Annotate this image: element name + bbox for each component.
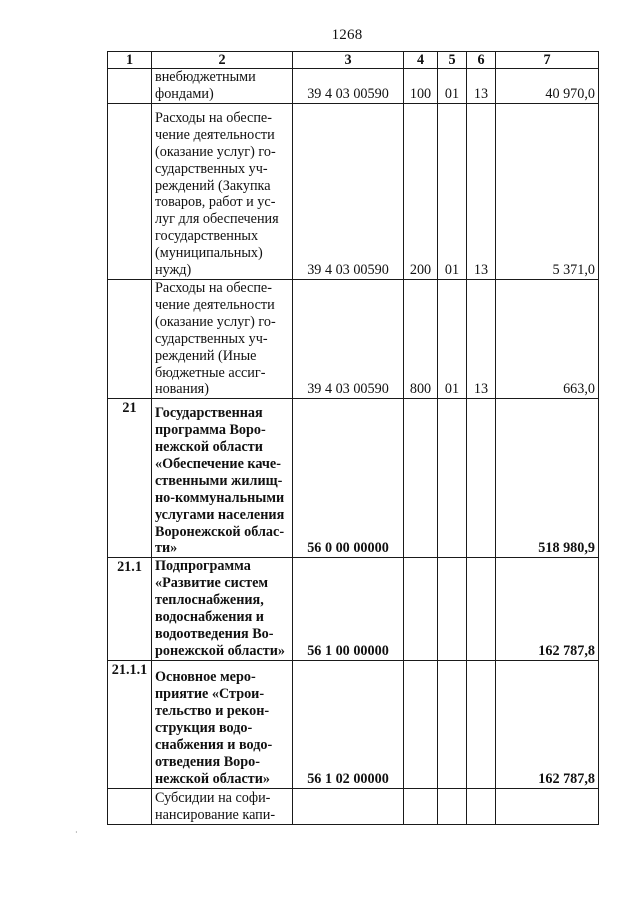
- table-row: [108, 558, 599, 660]
- item-name-line: теплоснабжения,: [155, 592, 264, 609]
- item-name-line: приятие «Строи-: [155, 686, 265, 703]
- section-cell: 01: [438, 280, 467, 399]
- subsection-cell: [467, 660, 496, 788]
- item-name-line: нежской области»: [155, 770, 271, 787]
- item-name-line: нования): [155, 381, 209, 398]
- table-row: [108, 69, 599, 104]
- subsection-cell: 13: [467, 104, 496, 280]
- header-col-2: 2: [152, 52, 293, 69]
- item-name-line: Расходы на обеспе-: [155, 109, 272, 126]
- item-name-line: ственными жилищ-: [155, 472, 283, 489]
- item-name-line: чение деятельности: [155, 296, 275, 313]
- budget-table: [107, 51, 599, 825]
- amount-cell: [496, 788, 599, 824]
- item-name-line: товаров, работ и ус-: [155, 194, 276, 211]
- row-number-cell: 21.1: [108, 558, 152, 660]
- item-name-line: фондами): [155, 86, 214, 103]
- item-name-line: реждений (Закупка: [155, 177, 271, 194]
- amount-cell: 40 970,0: [496, 69, 599, 104]
- amount-cell: 162 787,8: [496, 660, 599, 788]
- item-name-line: нежской области: [155, 439, 263, 455]
- amount-cell: 663,0: [496, 280, 599, 399]
- item-name-line: Воронежской облас-: [155, 523, 285, 540]
- header-col-1: 1: [108, 52, 152, 69]
- item-name-cell: [152, 399, 293, 558]
- subsection-cell: 13: [467, 69, 496, 104]
- item-name-line: программа Воро-: [155, 422, 266, 439]
- item-name-line: сударственных уч-: [155, 330, 268, 347]
- section-cell: [438, 660, 467, 788]
- scan-mark: ·: [75, 828, 78, 837]
- expense-type-cell: [404, 660, 438, 788]
- item-name-line: водоснабжения и: [155, 609, 264, 626]
- header-col-5: 5: [438, 52, 467, 69]
- item-name-line: «Обеспечение каче-: [155, 455, 281, 472]
- item-name-line: нансирование капи-: [155, 806, 276, 823]
- code-cell: 39 4 03 00590: [293, 69, 404, 104]
- item-name-line: «Развитие систем: [155, 575, 269, 592]
- code-cell: 39 4 03 00590: [293, 280, 404, 399]
- row-number-cell: 21.1.1: [108, 660, 152, 788]
- row-number-cell: [108, 104, 152, 280]
- item-name-line: Субсидии на софи-: [155, 789, 271, 806]
- section-cell: 01: [438, 104, 467, 280]
- item-name-cell: [152, 280, 293, 399]
- code-cell: 39 4 03 00590: [293, 104, 404, 280]
- expense-type-cell: [404, 399, 438, 558]
- item-name-line: ти»: [155, 540, 178, 557]
- item-name-line: Подпрограмма: [155, 558, 251, 575]
- item-name-line: нужд): [155, 262, 192, 279]
- table-row: [108, 399, 599, 558]
- header-col-3: 3: [293, 52, 404, 69]
- table-row: [108, 280, 599, 399]
- item-name-line: луг для обеспечения: [155, 211, 279, 228]
- item-name-cell: [152, 69, 293, 104]
- item-name-line: чение деятельности: [155, 126, 275, 143]
- item-name-line: (муниципальных): [155, 245, 263, 262]
- table-row: [108, 788, 599, 824]
- row-number-cell: [108, 280, 152, 399]
- amount-cell: 5 371,0: [496, 104, 599, 280]
- expense-type-cell: 100: [404, 69, 438, 104]
- item-name-line: отведения Воро-: [155, 753, 260, 770]
- item-name-line: Основное меро-: [155, 669, 256, 686]
- item-name-line: сударственных уч-: [155, 160, 268, 177]
- item-name-line: реждений (Иные: [155, 347, 257, 364]
- section-cell: 01: [438, 69, 467, 104]
- item-name-line: внебюджетными: [155, 69, 256, 86]
- item-name-line: услугами населения: [155, 506, 285, 523]
- header-col-7: 7: [496, 52, 599, 69]
- code-cell: 56 1 02 00000: [293, 660, 404, 788]
- item-name-cell: [152, 558, 293, 660]
- row-number-cell: 21: [108, 399, 152, 558]
- item-name-cell: [152, 660, 293, 788]
- section-cell: [438, 399, 467, 558]
- item-name-line: водоотведения Во-: [155, 625, 274, 642]
- table-header-row: [108, 52, 599, 69]
- header-col-6: 6: [467, 52, 496, 69]
- item-name-line: государственных: [155, 228, 259, 245]
- subsection-cell: [467, 788, 496, 824]
- item-name-cell: [152, 788, 293, 824]
- subsection-cell: [467, 399, 496, 558]
- expense-type-cell: [404, 558, 438, 660]
- item-name-line: ронежской области»: [155, 642, 286, 659]
- item-name-line: струкция водо-: [155, 720, 253, 737]
- item-name-line: бюджетные ассиг-: [155, 364, 266, 381]
- item-name-line: Государственная: [155, 405, 263, 422]
- item-name-line: (оказание услуг) го-: [155, 143, 276, 160]
- expense-type-cell: [404, 788, 438, 824]
- expense-type-cell: 800: [404, 280, 438, 399]
- code-cell: 56 1 00 00000: [293, 558, 404, 660]
- table-row: [108, 660, 599, 788]
- item-name-line: Расходы на обеспе-: [155, 280, 272, 296]
- section-cell: [438, 788, 467, 824]
- item-name-line: (оказание услуг) го-: [155, 313, 276, 330]
- row-number-cell: [108, 788, 152, 824]
- item-name-cell: [152, 104, 293, 280]
- section-cell: [438, 558, 467, 660]
- header-col-4: 4: [404, 52, 438, 69]
- amount-cell: 162 787,8: [496, 558, 599, 660]
- row-number-cell: [108, 69, 152, 104]
- subsection-cell: 13: [467, 280, 496, 399]
- item-name-line: но-коммунальными: [155, 489, 285, 506]
- subsection-cell: [467, 558, 496, 660]
- amount-cell: 518 980,9: [496, 399, 599, 558]
- code-cell: [293, 788, 404, 824]
- expense-type-cell: 200: [404, 104, 438, 280]
- item-name-line: тельство и рекон-: [155, 703, 270, 720]
- table-row: [108, 104, 599, 280]
- code-cell: 56 0 00 00000: [293, 399, 404, 558]
- item-name-line: снабжения и водо-: [155, 737, 273, 754]
- page-number: 1268: [331, 27, 363, 43]
